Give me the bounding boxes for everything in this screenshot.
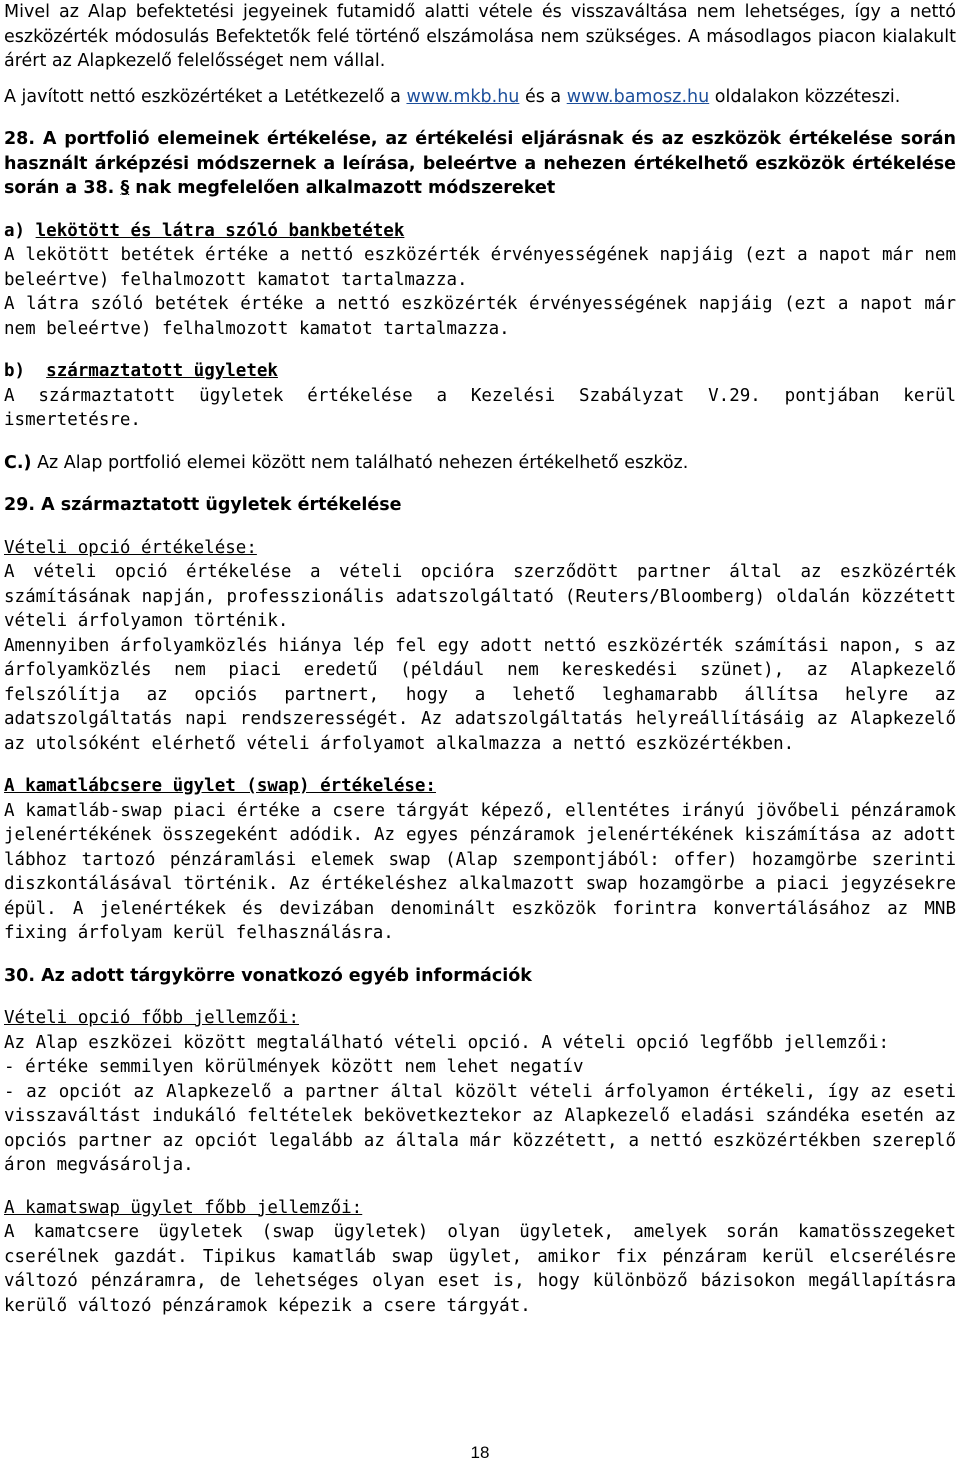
publication-text-mid: és a	[519, 86, 567, 107]
subsection-a-title	[4, 219, 956, 244]
bamosz-link[interactable]: www.bamosz.hu	[566, 86, 710, 107]
call-option-valuation-p2: Amennyiben árfolyamközlés hiánya lép fel egy adott nettó eszközérték számítási napon, s az árfolyamközlés nem piaci eredetű (például nem kereskedési szünet), az Alapkezelő felszólítja az opciós partnert, hogy a lehető leghamarabb állítsa helyre az adatszolgáltatás napi rendszerességét. Az adatszolgáltatás helyreállításáig az Alapkezelő az utolsóként elérhető vételi árfolyamot alkalmazza a nettó eszközértékben.	[4, 635, 956, 754]
publication-paragraph	[4, 85, 956, 110]
call-option-feature-1: - értéke semmilyen körülmények között nem lehet negatív	[4, 1057, 584, 1077]
swap-valuation-title: A kamatlábcsere ügylet (swap) értékelése:	[4, 776, 436, 796]
subsection-a-label: a)	[4, 220, 26, 241]
mkb-link[interactable]: www.mkb.hu	[406, 86, 520, 107]
paragraph-sign-link[interactable]: §	[120, 178, 130, 198]
subsection-b-label: b)	[4, 361, 26, 381]
subsection-c-text: Az Alap portfolió elemei között nem található nehezen értékelhető eszköz.	[31, 452, 689, 473]
call-option-features-title: Vételi opció főbb jellemzői:	[4, 1008, 300, 1028]
page-number: 18	[470, 1443, 490, 1462]
call-option-valuation-p1: A vételi opció értékelése a vételi opcióra szerződött partner által az eszközérték számításának napján, professzionális adatszolgáltató (Reuters/Bloomberg) oldalán közzétett vételi árfolyamon történik.	[4, 562, 956, 631]
subsection-b-title	[4, 359, 956, 384]
swap-features-title: A kamatswap ügylet főbb jellemzői:	[4, 1197, 363, 1218]
swap-valuation-paragraph: A kamatláb-swap piaci értéke a csere tárgyát képező, ellentétes irányú jövőbeli pénzáramok jelenértékének összegeként adódik. Az egyes pénzáramok jelenértékének kiszámítása az adott lábhoz tartozó pénzáramlási elemek swap (Alap szempontjából: offer) hozamgörbe szerinti diszkontálásával történik. Az értékeléshez alkalmazott swap hozamgörbe a piaci jegyzésekre épül. A jelenértékek és devizában denominált eszközök forintra konvertálásához az MNB fixing árfolyam kerül felhasználásra.	[4, 800, 956, 943]
section-28-heading	[4, 127, 956, 201]
publication-text-end: oldalakon közzéteszi.	[709, 86, 901, 107]
call-option-valuation-title: Vételi opció értékelése:	[4, 537, 257, 558]
swap-features-paragraph: A kamatcsere ügyletek (swap ügyletek) olyan ügyletek, amelyek során kamatösszegeket cserélnek gazdát. Tipikus kamatláb swap ügylet, amikor fix pénzáram kerül elcserélésre változó pénzáramra, de lehetséges olyan eset is, hogy különböző bázisokon megállapításra kerülő változó pénzáramok képezik a csere tárgyát.	[4, 1222, 956, 1316]
call-option-feature-2: - az opciót az Alapkezelő a partner által közölt vételi árfolyamon értékeli, így az eseti visszaváltást indukáló feltételek bekövetkeztekor az Alapkezelő eladási szándéka esetén az opciós partner az opciót legalább az általa már közzétett, a nettó eszközértékben szereplő áron megvásárolja.	[4, 1081, 956, 1175]
subsection-a-title-text: lekötött és látra szóló bankbetétek	[35, 220, 405, 241]
subsection-b-title-text: származtatott ügyletek	[46, 361, 278, 381]
fixed-deposit-paragraph: A lekötött betétek értéke a nettó eszközérték érvényességének napjáig (ezt a napot már nem beleértve) felhalmozott kamatot tartalmazza.	[4, 245, 956, 290]
section-29-heading: 29. A származtatott ügyletek értékelése	[4, 495, 402, 515]
call-option-features-intro: Az Alap eszközei között megtalálható vételi opció. A vételi opció legfőbb jellemzői:	[4, 1032, 890, 1053]
section-30-heading: 30. Az adott tárgykörre vonatkozó egyéb információk	[4, 965, 532, 986]
intro-paragraph: Mivel az Alap befektetési jegyeinek futamidő alatti vétele és visszaváltása nem lehetséges, így a nettó eszközérték módosulás Befektetők felé történő elszámolása nem szükséges. A másodlagos piacon kialakult árért az Alapkezelő felelősséget nem vállal.	[4, 2, 956, 71]
subsection-c	[4, 451, 956, 476]
publication-text: A javított nettó eszközértéket a Letétkezelő a	[4, 86, 407, 107]
derivatives-paragraph: A származtatott ügyletek értékelése a Kezelési Szabályzat V.29. pontjában kerül ismertetésre.	[4, 385, 956, 430]
subsection-c-label: C.)	[4, 452, 32, 473]
document-page	[4, 0, 956, 1318]
section-28-heading-tail: nak megfelelően alkalmazott módszereket	[129, 178, 556, 198]
sight-deposit-paragraph: A látra szóló betétek értéke a nettó eszközérték érvényességének napjáig (ezt a napot már nem beleértve) felhalmozott kamatot tartalmazza.	[4, 294, 956, 339]
section-28-heading-text: 28. A portfolió elemeinek értékelése, az értékelési eljárásnak és az eszközök értékelése során használt árképzési módszernek a leírása, beleértve a nehezen értékelhető eszközök értékelése során a 38.	[4, 129, 956, 198]
